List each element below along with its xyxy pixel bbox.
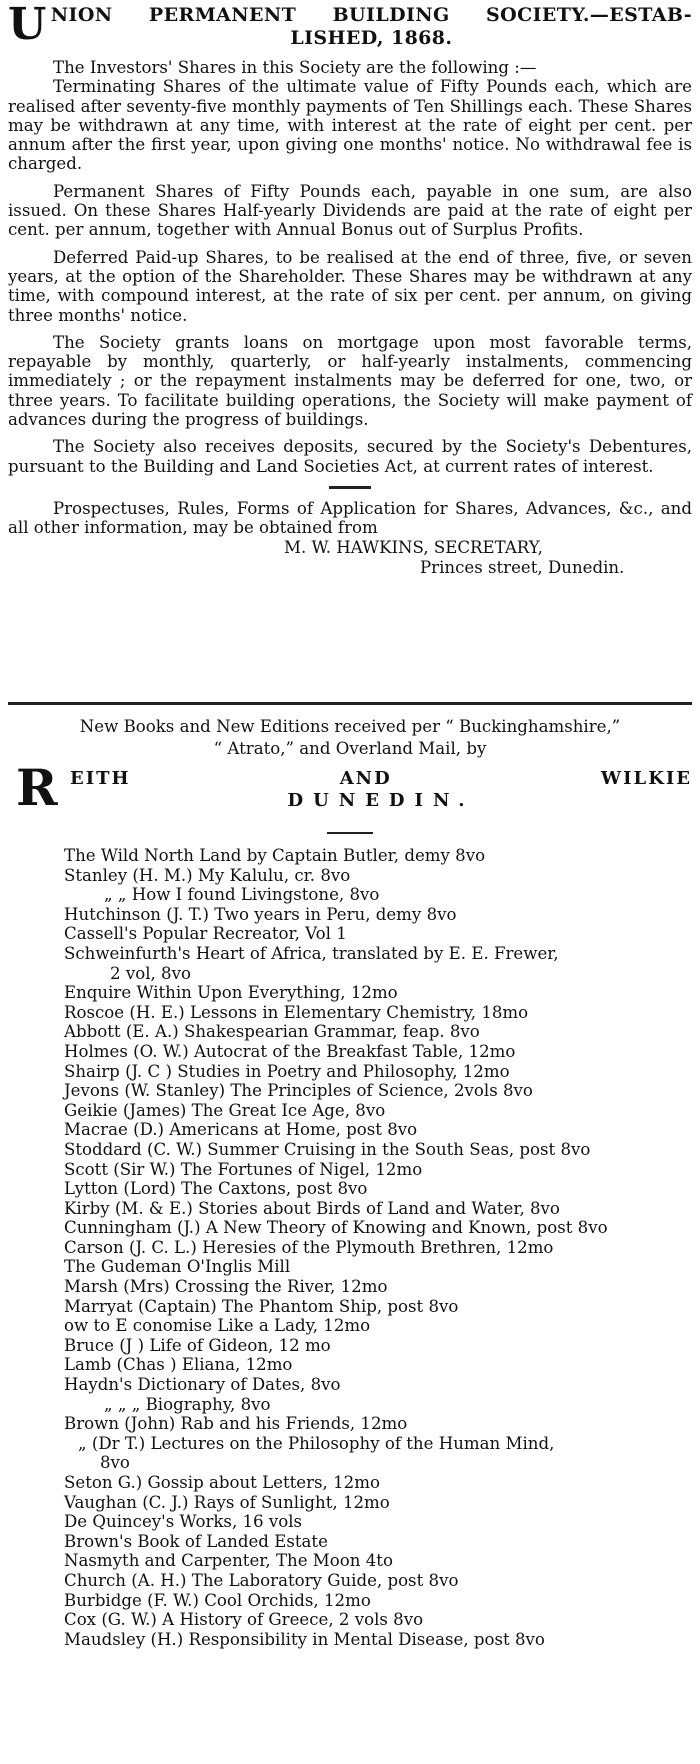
list-item: Holmes (O. W.) Autocrat of the Breakfast Table, 12mo [64,1041,516,1061]
list-item: Lamb (Chas ) Eliana, 12mo [64,1355,293,1375]
firm-divider [327,832,373,834]
list-item: Abbott (E. A.) Shakespearian Grammar, feap. 8vo [64,1022,480,1042]
short-divider [329,486,371,489]
list-item: „ (Dr T.) Lectures on the Philosophy of the Human Mind, [78,1433,555,1453]
list-item: Nasmyth and Carpenter, The Moon 4to [64,1551,393,1571]
list-item: The Gudeman O'Inglis Mill [64,1257,291,1277]
deferred-shares-paragraph: Deferred Paid-up Shares, to be realised at the end of three, five, or seven years, at the option of the Shareholder. These Shares may be withdrawn at any time, with compound interest, at the rate of six per cent. per annum, on giving three months' notice. [8,247,692,325]
heading-line-1: NION PERMANENT BUILDING SOCIETY.—ESTAB- [50,4,692,26]
firm-city: DUNEDIN. [287,790,475,811]
list-item: Macrae (D.) Americans at Home, post 8vo [64,1120,418,1140]
books-intro-line-2: “ Atrato,” and Overland Mail, by [213,739,487,758]
bookseller-advertisement [8,716,692,1649]
list-item: Enquire Within Upon Everything, 12mo [64,983,398,1003]
list-item: Roscoe (H. E.) Lessons in Elementary Chemistry, 18mo [64,1002,529,1022]
list-item: Maudsley (H.) Responsibility in Mental Disease, post 8vo [64,1629,545,1649]
book-list [8,846,692,1649]
list-item: Cox (G. W.) A History of Greece, 2 vols 8vo [64,1610,424,1630]
list-item-continuation: 8vo [100,1453,130,1473]
list-item: De Quincey's Works, 16 vols [64,1512,303,1532]
list-item: Stoddard (C. W.) Summer Cruising in the South Seas, post 8vo [64,1139,591,1159]
list-item: Bruce (J ) Life of Gideon, 12 mo [64,1335,331,1355]
deposits-paragraph: The Society also receives deposits, secured by the Society's Debentures, pursuant to the Building and Land Societies Act, at current rates of interest. [8,437,692,476]
list-item: Carson (J. C. L.) Heresies of the Plymouth Brethren, 12mo [64,1237,554,1257]
firm-name: EITH AND WILKIE [70,768,692,789]
list-item: Jevons (W. Stanley) The Principles of Science, 2vols 8vo [64,1081,533,1101]
list-item-continuation: 2 vol, 8vo [110,963,191,983]
heading-dropcap: U [8,0,47,50]
list-item: Lytton (Lord) The Caxtons, post 8vo [64,1179,368,1199]
list-item: Cunningham (J.) A New Theory of Knowing and Known, post 8vo [64,1218,608,1238]
terminating-shares-paragraph: Terminating Shares of the ultimate value of Fifty Pounds each, which are realised after seventy-five monthly payments of Ten Shillings each. These Shares may be withdrawn at any time, with interest at the rate of eight per cent. per annum after the first year, upon giving one months' notice. No withdrawal fee is charged. [8,77,692,174]
society-heading [8,0,692,50]
list-item: Shairp (J. C ) Studies in Poetry and Philosophy, 12mo [64,1061,510,1081]
list-item: Church (A. H.) The Laboratory Guide, post 8vo [64,1570,459,1590]
list-item: Marsh (Mrs) Crossing the River, 12mo [64,1277,388,1297]
list-item: Seton G.) Gossip about Letters, 12mo [64,1473,380,1492]
prospectus-paragraph: Prospectuses, Rules, Forms of Application for Shares, Advances, &c., and all other information, may be obtained from [8,498,692,538]
list-item: Marryat (Captain) The Phantom Ship, post 8vo [64,1296,459,1316]
list-item: Vaughan (C. J.) Rays of Sunlight, 12mo [64,1492,390,1512]
list-item: Brown (John) Rab and his Friends, 12mo [64,1414,408,1434]
list-item: Stanley (H. M.) My Kalulu, cr. 8vo [64,865,351,885]
list-item: The Wild North Land by Captain Butler, demy 8vo [64,846,486,865]
list-item: Kirby (M. & E.) Stories about Birds of Land and Water, 8vo [64,1198,560,1218]
list-item: Haydn's Dictionary of Dates, 8vo [64,1375,341,1395]
secretary-address: Princes street, Dunedin. [420,557,625,577]
building-society-advertisement [8,0,692,578]
list-item: Cassell's Popular Recreator, Vol 1 [64,924,347,944]
list-item: Burbidge (F. W.) Cool Orchids, 12mo [64,1590,371,1610]
column-divider [8,702,692,705]
heading-line-2: LISHED, 1868. [290,27,453,49]
list-item: ow to E conomise Like a Lady, 12mo [64,1316,371,1336]
firm-name-block [8,758,692,826]
list-item: Hutchinson (J. T.) Two years in Peru, demy 8vo [64,904,457,924]
books-intro-line-1: New Books and New Editions received per “ Buckinghamshire,” [79,717,621,736]
list-item: Scott (Sir W.) The Fortunes of Nigel, 12mo [64,1159,423,1179]
permanent-shares-paragraph: Permanent Shares of Fifty Pounds each, payable in one sum, are also issued. On these Shares Half-yearly Dividends are paid at the rate of eight per cent. per annum, together with Annual Bonus out of Surplus Profits. [8,181,692,240]
list-item: Geikie (James) The Great Ice Age, 8vo [64,1100,386,1120]
list-item: Schweinfurth's Heart of Africa, translated by E. E. Frewer, [64,943,559,963]
loans-paragraph: The Society grants loans on mortgage upon most favorable terms, repayable by monthly, quarterly, or half-yearly instalments, commencing immediately ; or the repayment instalments may be deferred for one, two, or three years. To facilitate building operations, the Society will make payment of advances during the progress of buildings. [8,332,692,430]
investors-intro: The Investors' Shares in this Society are the following :— [53,58,537,77]
list-item: „ „ „ Biography, 8vo [104,1394,271,1414]
list-item: Brown's Book of Landed Estate [64,1531,328,1551]
firm-initial: R [16,758,58,817]
secretary-name: M. W. HAWKINS, SECRETARY, [284,537,543,557]
list-item: „ „ How I found Livingstone, 8vo [104,885,380,905]
